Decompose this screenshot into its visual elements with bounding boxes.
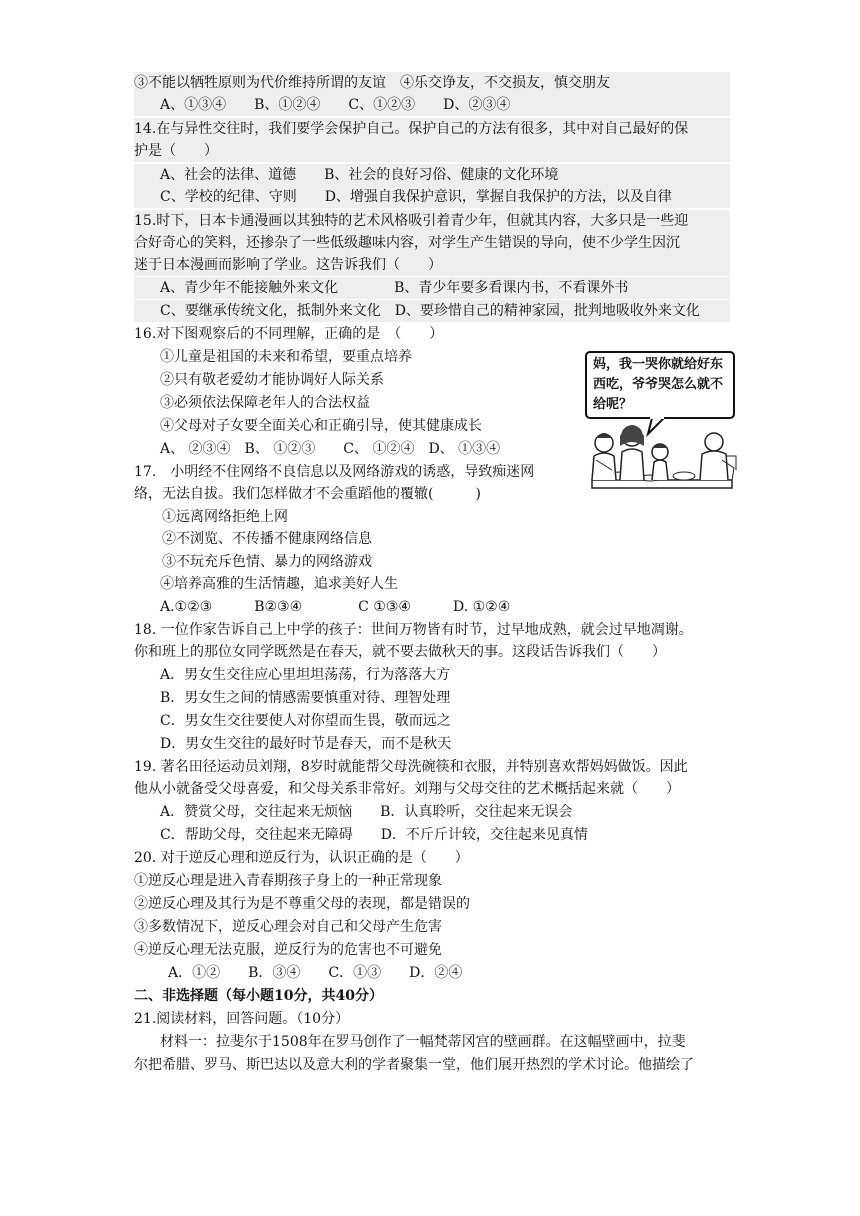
q17-options: A.①②③ B②③④ C ①③④ D. ①②④ [160,599,511,615]
q16-item4: ④父母对子女要全面关心和正确引导，使其健康成长 [160,418,482,434]
q19-stem-line2: 他从小就备受父母喜爱，和父母关系非常好。刘翔与父母交往的艺术概括起来就（ ） [134,781,680,797]
q20-item1: ①逆反心理是进入青春期孩子身上的一种正常现象 [134,873,442,889]
q16-item3: ③必须依法保障老年人的合法权益 [160,395,370,411]
q14-stem-line1: 14.在与异性交往时，我们要学会保护自己。保护自己的方法有很多，其中对自己最好的保 [134,118,730,140]
q15-stem-line1: 15.时下，日本卡通漫画以其独特的艺术风格吸引着青少年，但就其内容，大多只是一些迎 [134,210,730,232]
q17-item1: ①远离网络拒绝上网 [162,509,288,525]
q17-item2: ②不浏览、不传播不健康网络信息 [162,531,372,547]
q14-options-cd: C、学校的纪律、守则 D、增强自我保护意识，掌握自我保护的方法，以及自律 [134,186,730,208]
q18-option-d: D．男女生交往的最好时节是春天，而不是秋天 [160,736,452,752]
q21-material-line2: 尔把希腊、罗马、斯巴达以及意大利的学者聚集一堂，他们展开热烈的学术讨论。他描绘了 [134,1057,694,1073]
q18-option-a: A．男女生交往应心里坦坦荡荡，行为落落大方 [160,667,451,683]
q16-stem: 16.对下图观察后的不同理解，正确的是 （ ） [134,326,444,342]
q20-stem: 20. 对于逆反心理和逆反行为，认识正确的是（ ） [134,850,469,866]
q17-item3: ③不玩充斥色情、暴力的网络游戏 [162,554,372,570]
q18-stem-line1: 18. 一位作家告诉自己上中学的孩子：世间万物皆有时节，过早地成熟，就会过早地凋谢。 [134,622,693,638]
q20-item3: ③多数情况下，逆反心理会对自己和父母产生危害 [134,919,442,935]
q15-stem-line2: 合好奇心的笑料，还掺杂了一些低级趣味内容，对学生产生错误的导向，使不少学生因沉 [134,232,730,254]
q16-options: A、 ②③④ B、 ①②③ C、 ①②④ D、 ①③④ [160,441,501,457]
q14-options-ab: A、社会的法律、道德 B、社会的良好习俗、健康的文化环境 [134,164,730,186]
q20-options: A．①② B．③④ C．①③ D．②④ [168,965,463,981]
q13-options: A、①③④ B、①②④ C、①②③ D、②③④ [134,94,730,116]
q20-item2: ②逆反心理及其行为是不尊重父母的表现，都是错误的 [134,896,470,912]
q17-stem-line1: 17. 小明经不住网络不良信息以及网络游戏的诱惑，导致痴迷网 [134,464,535,480]
q20-item4: ④逆反心理无法克服，逆反行为的危害也不可避免 [134,942,442,958]
q17-stem-line2: 络，无法自拔。我们怎样做才不会重蹈他的覆辙( ) [134,486,481,502]
q15-options-ab: A、青少年不能接触外来文化 B、青少年要多看课内书，不看课外书 [134,277,730,299]
q16-item2: ②只有敬老爱幼才能协调好人际关系 [160,372,384,388]
q15-stem-line3: 迷于日本漫画而影响了学业。这告诉我们（ ） [134,254,730,276]
q18-option-b: B．男女生之间的情感需要慎重对待、理智处理 [160,690,451,706]
q21-stem: 21.阅读材料，回答问题。（10分） [134,1011,350,1027]
q17-item4: ④培养高雅的生活情趣，追求美好人生 [160,576,398,592]
q19-options-cd: C．帮助父母，交往起来无障碍 D．不斤斤计较，交往起来见真情 [160,827,588,843]
q16-item1: ①儿童是祖国的未来和希望，要重点培养 [160,349,412,365]
section2-heading: 二、非选择题（每小题10分，共40分） [134,988,383,1004]
q18-stem-line2: 你和班上的那位女同学既然是在春天，就不要去做秋天的事。这段话告诉我们（ ） [134,644,666,660]
q13-items-3-4: ③不能以牺牲原则为代价维持所谓的友谊 ④乐交诤友，不交损友，慎交朋友 [134,72,730,94]
q21-material-line1: 材料一：拉斐尔于1508年在罗马创作了一幅梵蒂冈宫的壁画群。在这幅壁画中，拉斐 [160,1034,686,1050]
q18-option-c: C．男女生交往要使人对你望而生畏，敬而远之 [160,713,451,729]
cartoon-speech-text: 妈，我一哭你就给好东西吃，爷爷哭怎么就不给呢？ [593,357,724,412]
q15-options-cd: C、要继承传统文化，抵制外来文化 D、要珍惜自己的精神家园，批判地吸收外来文化 [134,300,730,322]
q19-options-ab: A．赞赏父母，交往起来无烦恼 B．认真聆听，交往起来无误会 [160,804,573,820]
q19-stem-line1: 19. 著名田径运动员刘翔，8岁时就能帮父母洗碗筷和衣服，并特别喜欢帮妈妈做饭。因此 [134,759,688,775]
q14-stem-line2: 护是（ ） [134,140,730,162]
